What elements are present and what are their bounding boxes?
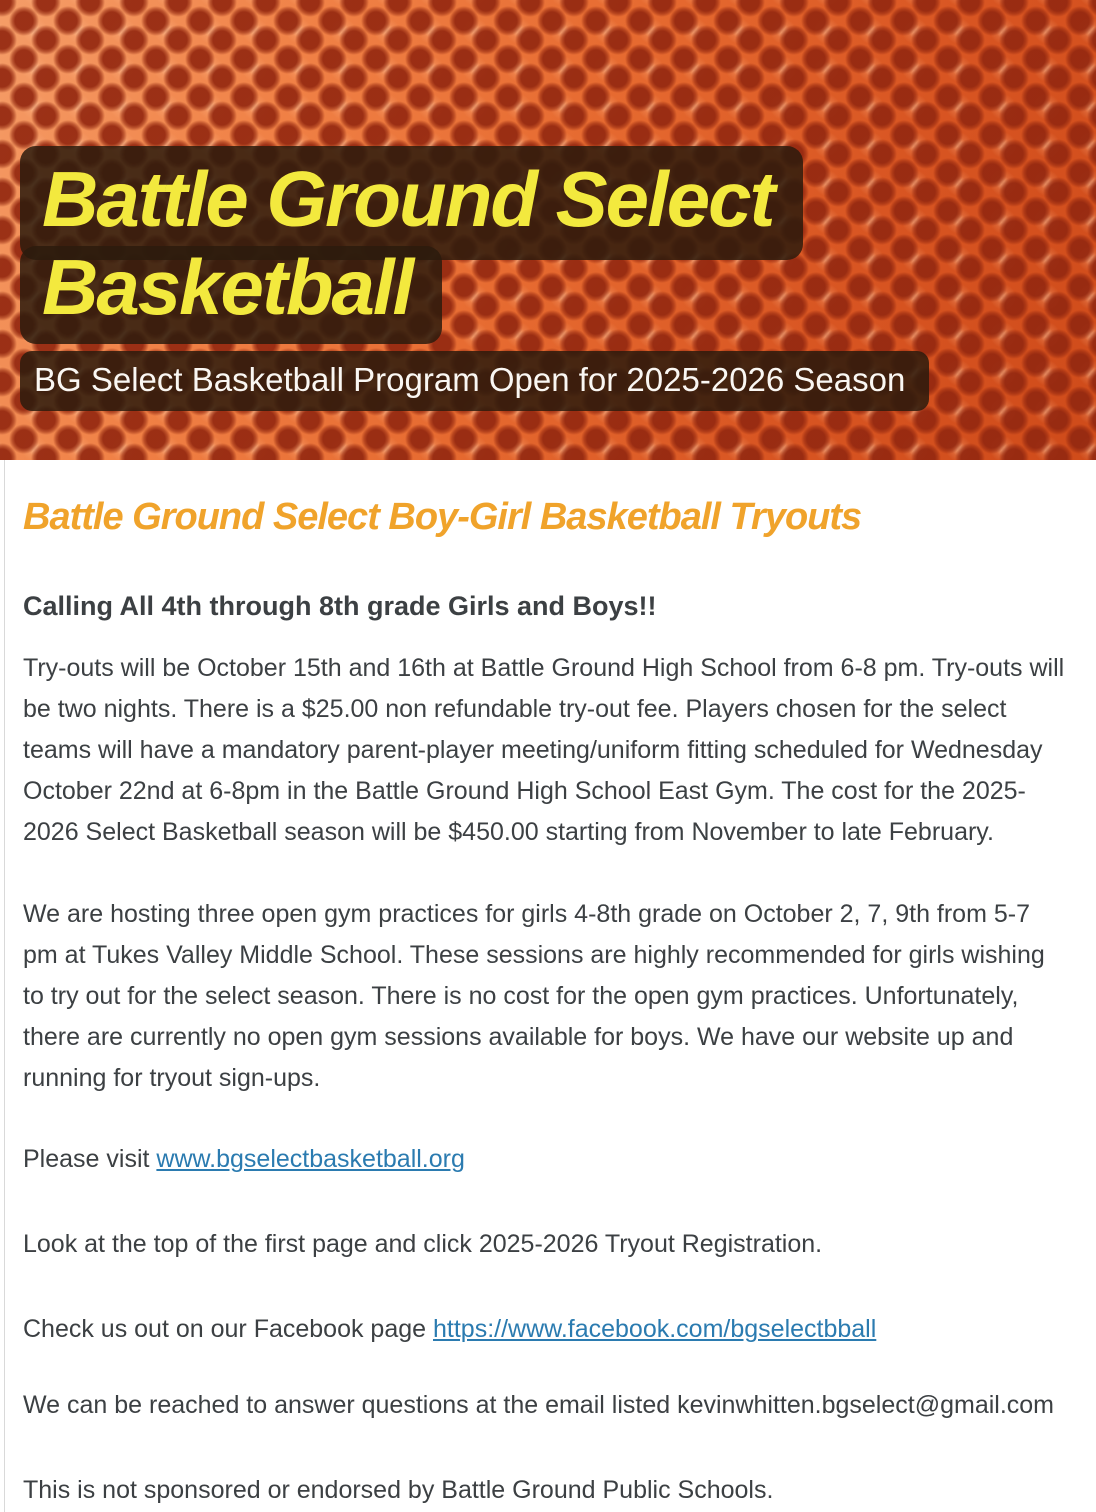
facebook-line [23,1307,1070,1351]
website-link[interactable]: www.bgselectbasketball.org [156,1145,465,1174]
website-line-prefix: Please visit [23,1145,157,1174]
hero-title-line-2: Basketball [20,246,442,344]
registration-instruction-line: Look at the top of the first page and click 2025-2026 Tryout Registration. [23,1230,823,1259]
facebook-line-prefix: Check us out on our Facebook page [23,1315,433,1344]
hero-title-line-2-wrap [20,243,1096,344]
hero-subtitle: BG Select Basketball Program Open for 2025-2026 Season [20,351,929,411]
article-body [4,460,1096,1512]
hero-banner [0,0,1096,460]
footer-block [23,1383,1070,1512]
disclaimer-line: This is not sponsored or endorsed by Battle Ground Public Schools. [23,1476,774,1505]
links-block [23,1137,1070,1351]
contact-email-line: We can be reached to answer questions at the email listed kevinwhitten.bgselect@gmail.com [23,1391,1055,1420]
facebook-link[interactable]: https://www.facebook.com/bgselectbball [433,1315,877,1344]
calling-all-subheading: Calling All 4th through 8th grade Girls and Boys!! [23,590,657,621]
hero-title-line-1: Battle Ground Select [20,146,803,260]
hero-subtitle-wrap [20,344,1096,411]
hero-content [0,0,1096,411]
tryouts-heading: Battle Ground Select Boy-Girl Basketball Tryouts [23,496,862,538]
paragraph-open-gym: We are hosting three open gym practices for girls 4-8th grade on October 2, 7, 9th from 5-7 pm at Tukes Valley Middle School. These sessions are highly recommended for girls wishing to try out for the select season. There is no cost for the open gym practices. Unfortunately, there are currently no open gym sessions available for boys. We have our website up and running for tryout sign-ups. [23,900,1045,1093]
website-line [23,1137,1070,1181]
paragraph-tryout-details: Try-outs will be October 15th and 16th at Battle Ground High School from 6-8 pm. Try-outs will be two nights. There is a $25.00 non refundable try-out fee. Players chosen for the select teams will have a mandatory parent-player meeting/uniform fitting scheduled for Wednesday October 22nd at 6-8pm in the Battle Ground High School East Gym. The cost for the 2025-2026 Select Basketball season will be $450.00 starting from November to late February. [23,654,1065,847]
